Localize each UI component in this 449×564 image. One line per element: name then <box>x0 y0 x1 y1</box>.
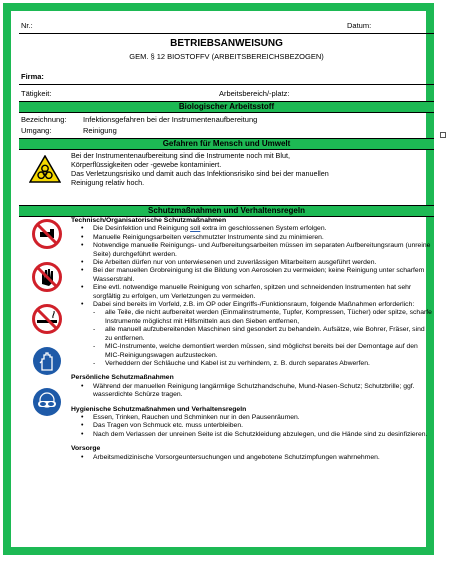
list-item: - alle Teile, die nicht aufbereitet werden (Einmalinstrumente, Tupfer, Kompressen, Tücher) oder spitze, scharfe Instrumente möglichst mit Hilfsmitteln aus den Sieben entfernen, <box>105 309 433 326</box>
divider <box>19 33 434 34</box>
list-item: • Die Desinfektion und Reinigung soll extra im geschlossenen System erfolgen. <box>93 225 433 233</box>
umgang-label: Umgang: <box>21 126 52 135</box>
list-item: • Manuelle Reinigungsarbeiten verschmutzter Instrumente sind zu minimieren. <box>93 234 433 242</box>
tech-list <box>71 225 433 309</box>
page-title: BETRIEBSANWEISUNG <box>170 38 283 49</box>
bezeichnung-label: Bezeichnung: <box>21 115 67 124</box>
biohazard-warning-icon <box>29 155 61 183</box>
datum-label: Datum: <box>347 21 372 30</box>
gefahren-line: Das Verletzungsrisiko und damit auch das Infektionsrisiko sind bei der manuellen <box>71 169 329 178</box>
list-item: • Während der manuellen Reinigung langärmlige Schutzhandschuhe, Mund-Nasen-Schutz; Schutzbrille; ggf. wasserdichte Schürze tragen. <box>93 383 433 400</box>
tech-heading: Technisch/Organisatorische Schutzmaßnahmen <box>71 217 227 224</box>
section-heading-schutz: Schutzmaßnahmen und Verhaltensregeln <box>19 205 434 217</box>
taetigkeit-label: Tätigkeit: <box>21 89 52 98</box>
vor-heading: Vorsorge <box>71 445 101 453</box>
no-hand-reach-icon <box>32 219 62 249</box>
pers-list <box>71 383 433 400</box>
dash-list <box>71 309 433 368</box>
document-frame <box>3 3 434 555</box>
firma-label: Firma: <box>21 72 44 81</box>
hyg-heading: Hygienische Schutzmaßnahmen und Verhaltensregeln <box>71 405 247 413</box>
list-item: • Dabei sind bereits im Vorfeld, z.B. im OP oder Eingriffs-/Funktionsraum, folgende Maßnahmen erforderlich: <box>93 301 433 309</box>
page-subtitle: GEM. § 12 BIOSTOFFV (ARBEITSBEREICHSBEZOGEN) <box>129 52 324 61</box>
no-smoking-icon <box>32 304 62 334</box>
list-item: • Bei der manuellen Grobreinigung ist die Bildung von Aerosolen zu vermeiden; keine Reinigung unter scharfem Wasserstrahl. <box>93 267 433 284</box>
list-item: - alle manuell aufzubereitenden Maschinen sind gesondert zu behandeln. Aufsätze, wie Bohrer, Fräser, sind zu entfernen. <box>105 326 433 343</box>
arbeitsbereich-label: Arbeitsbereich/-platz: <box>219 89 290 98</box>
gefahren-line: Reinigung relativ hoch. <box>71 178 145 187</box>
schutz-content <box>71 217 433 462</box>
section-heading-gefahren: Gefahren für Mensch und Umwelt <box>19 138 434 150</box>
list-item: • Die Arbeiten dürfen nur von unterwiesenen und zuverlässigen Mitarbeitern ausgeführt werden. <box>93 259 433 267</box>
bezeichnung-value: Infektionsgefahren bei der Instrumentenaufbereitung <box>83 115 258 124</box>
list-item: • Nach dem Verlassen der unreinen Seite ist die Schutzkleidung abzulegen, und die Hände sind zu desinfizieren. <box>93 431 433 439</box>
list-item: - MIC-Instrumente, welche demontiert werden müssen, sind möglichst bereits bei der Demontage auf den MIC-Reinigungswagen aufzustecken. <box>105 343 433 360</box>
list-item: - Verheddern der Schläuche und Kabel ist zu verhindern, z. B. durch separates Abwerfen. <box>105 360 433 368</box>
wear-gloves-icon <box>32 346 62 376</box>
gefahren-line: Körperflüssigkeiten oder -gewebe kontaminiert. <box>71 160 222 169</box>
divider <box>19 84 434 85</box>
umgang-value: Reinigung <box>83 126 117 135</box>
list-item: • Das Tragen von Schmuck etc. muss unterbleiben. <box>93 422 433 430</box>
list-item: • Notwendige manuelle Reinigungs- und Aufbereitungsarbeiten müssen im separaten Aufbereitungsraum (unreine Seite) durchgeführt werden. <box>93 242 433 259</box>
vor-list <box>71 454 433 462</box>
list-item: • Eine evtl. notwendige manuelle Reinigung von scharfen, spitzen und schneidenden Instrumenten hat sehr sorgfältig zu erfolgen, um Verletzungen zu vermeiden. <box>93 284 433 301</box>
section-heading-biostoff: Biologischer Arbeitsstoff <box>19 101 434 113</box>
list-item: • Essen, Trinken, Rauchen und Schminken nur in den Pausenräumen. <box>93 414 433 422</box>
anchor-handle[interactable] <box>440 132 446 138</box>
list-item: • Arbeitsmedizinische Vorsorgeuntersuchungen und angebotene Schutzimpfungen wahrnehmen. <box>93 454 433 462</box>
no-touch-icon <box>32 262 62 292</box>
wear-goggles-icon <box>32 387 62 417</box>
gefahren-line: Bei der Instrumentenaufbereitung sind die Instrumente noch mit Blut, <box>71 151 290 160</box>
pers-heading: Persönliche Schutzmaßnahmen <box>71 374 174 382</box>
nr-label: Nr.: <box>21 21 33 30</box>
hyg-list <box>71 414 433 439</box>
